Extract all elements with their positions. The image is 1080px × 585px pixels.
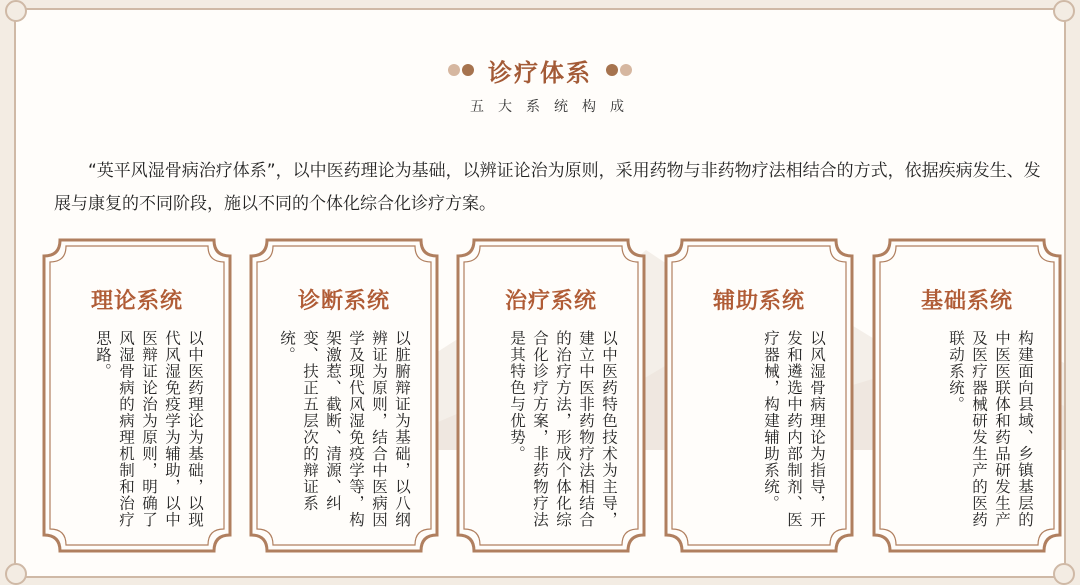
card-text: 以中医药理论为基础，以现代风湿免疫学为辅助，以中医辩证论治为原则，明确了风湿骨病的病理机制和治疗思路。: [94, 330, 204, 528]
title-row: [16, 48, 1064, 92]
card-theory: [42, 238, 232, 553]
corner-ornament-tr: [1053, 0, 1075, 22]
card-auxiliary: [664, 238, 854, 553]
right-ornament: [606, 64, 632, 76]
intro-paragraph: “英平风湿骨病治疗体系”，以中医药理论为基础，以辨证论治为原则，采用药物与非药物疗法相结合的方式，依据疾病发生、发展与康复的不同阶段，施以不同的个体化综合化诊疗方案。: [54, 161, 1041, 214]
card-foundation: [872, 238, 1062, 553]
card-text: 以风湿骨病理论为指导，开发和遴选中药内部制剂、医疗器械，构建辅助系统。: [762, 330, 826, 528]
card-title: 基础系统: [920, 289, 1013, 314]
card-title: 诊断系统: [297, 289, 390, 314]
card-text: 以中医药特色技术为主导，建立中医非药物疗法相结合的治疗方法，形成个体化综合化诊疗方案，非药物疗法是其特色与优势。: [508, 330, 618, 528]
card-text: 以脏腑辩证为基础，以八纲辨证为原则，结合中医病因学及现代风湿免疫学等，构架激惹、截断、清源、纠变、扶正五层次的辩证系统。: [278, 330, 411, 528]
left-ornament: [448, 64, 474, 76]
page-title: 诊疗体系: [488, 58, 592, 87]
card-treatment: [456, 238, 646, 553]
card-text: 构建面向县域、乡镇基层的中医医联体和药品研发生产及医疗器械研发生产的医药联动系统。: [947, 330, 1034, 528]
card-title: 理论系统: [90, 289, 183, 314]
page-subtitle: 五大系统构成: [470, 99, 638, 115]
card-title: 治疗系统: [504, 289, 597, 314]
corner-ornament-bl: [5, 563, 27, 585]
corner-ornament-tl: [5, 0, 27, 22]
corner-ornament-br: [1053, 563, 1075, 585]
card-diagnosis: [249, 238, 439, 553]
card-title: 辅助系统: [712, 289, 805, 314]
